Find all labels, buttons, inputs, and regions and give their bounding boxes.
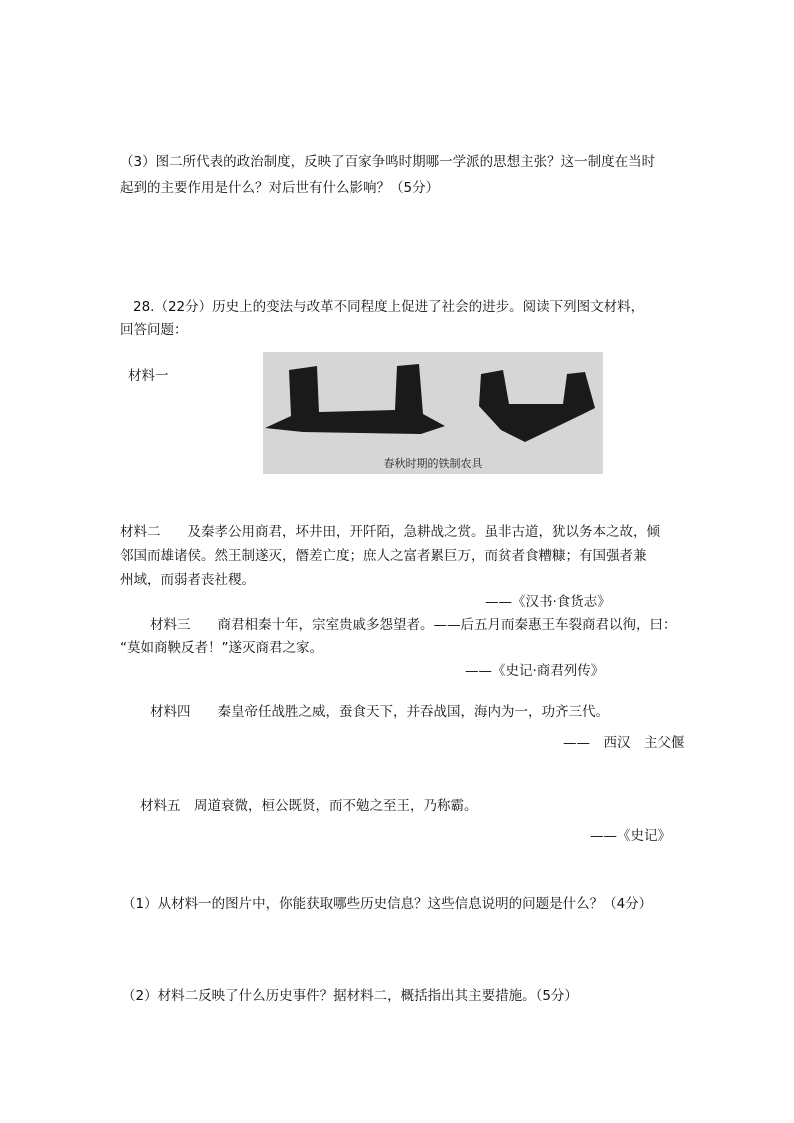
material2-source: ——《汉书·食货志》 xyxy=(485,594,611,610)
q28-line-2: 回答问题： xyxy=(120,322,188,338)
iron-tools-figure xyxy=(263,352,603,474)
material4-line-1: 材料四 秦皇帝任战胜之威，蚕食天下，并吞战国，海内为一，功齐三代。 xyxy=(150,704,609,720)
q3-line-1: （3）图二所代表的政治制度，反映了百家争鸣时期哪一学派的思想主张？这一制度在当时 xyxy=(120,154,656,170)
material1-label: 材料一 xyxy=(128,368,169,384)
material2-line-1: 材料二 及秦孝公用商君，坏井田，开阡陌，急耕战之赏。虽非古道，犹以务本之故，倾 xyxy=(120,524,660,540)
material3-source: ——《史记·商君列传》 xyxy=(465,663,605,679)
material2-line-2: 邻国而雄诸侯。然王制遂灭，僭差亡度；庶人之富者累巨万，而贫者食糟糠；有国强者兼 xyxy=(120,548,647,564)
q3-line-2: 起到的主要作用是什么？对后世有什么影响？（5分） xyxy=(120,180,440,196)
figure-caption: 春秋时期的铁制农具 xyxy=(383,457,483,470)
material5-source: ——《史记》 xyxy=(590,828,671,844)
material3-line-2: “莫如商鞅反者！”遂灭商君之家。 xyxy=(120,640,323,656)
material4-source: —— 西汉 主父偃 xyxy=(563,735,685,751)
question-2: （2）材料二反映了什么历史事件？据材料二，概括指出其主要措施。（5分） xyxy=(122,988,578,1004)
material3-line-1: 材料三 商君相秦十年，宗室贵戚多怨望者。——后五月而秦惠王车裂商君以徇，曰： xyxy=(150,617,677,633)
q28-line-1: 28.（22分）历史上的变法与改革不同程度上促进了社会的进步。阅读下列图文材料， xyxy=(133,299,645,315)
question-1: （1）从材料一的图片中，你能获取哪些历史信息？这些信息说明的问题是什么？（4分） xyxy=(122,896,653,912)
material5-line-1: 材料五 周道衰微，桓公既贤，而不勉之至王，乃称霸。 xyxy=(140,798,478,814)
material2-line-3: 州域，而弱者丧社稷。 xyxy=(120,572,255,588)
